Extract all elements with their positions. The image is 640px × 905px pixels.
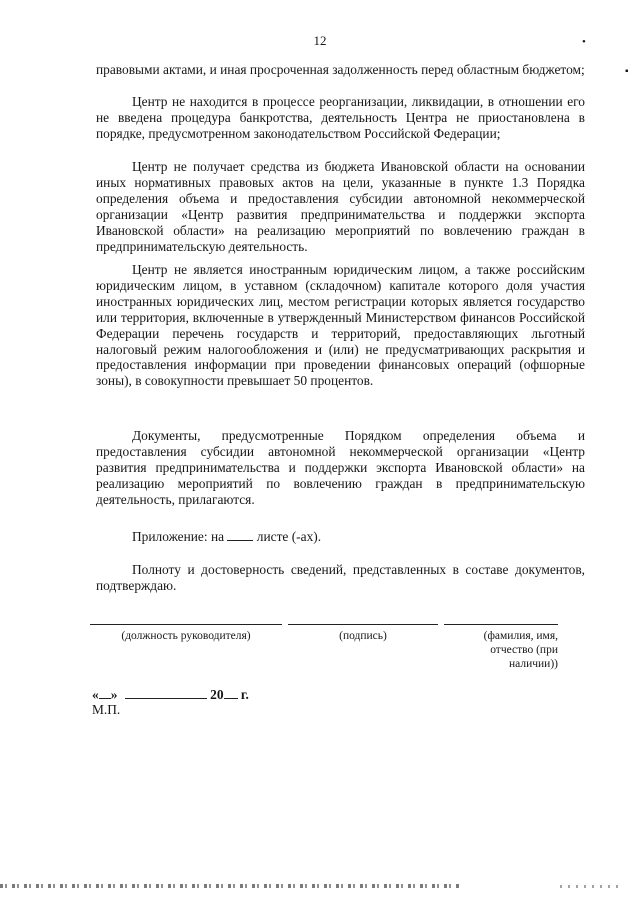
paragraph-no-regional-funds: Центр не получает средства из бюджета Ивановской области на основании иных нормативных правовых актов на цели, указанные в пункте 1.3 Порядка определения объема и предоставления субсидии автономной некоммерческой организации «Центр развития предпринимательства и поддержки экспорта Ивановской области» на реализацию мероприятий по вовлечению граждан в предпринимательскую деятельность.	[96, 159, 585, 254]
date-close-quote: »	[110, 687, 118, 702]
full-name-field[interactable]	[444, 624, 558, 671]
paragraph-confirmation: Полноту и достоверность сведений, представленных в составе документов, подтверждаю.	[96, 562, 585, 593]
attachment-suffix: листе (-ах).	[256, 529, 322, 544]
date-year-field[interactable]	[224, 686, 238, 699]
scan-artifact-dots	[560, 885, 620, 888]
date-line	[92, 686, 249, 703]
attachment-prefix: Приложение: на	[132, 529, 225, 544]
scan-artifact-line	[0, 884, 460, 888]
paragraph-no-reorganization: Центр не находится в процессе реорганизации, ликвидации, в отношении его не введена процедура банкротства, деятельность Центра не приостановлена в порядке, предусмотренном законодательством Российской Федерации;	[96, 94, 585, 141]
paragraph-documents-attached: Документы, предусмотренные Порядком определения объема и предоставления субсидии автономной некоммерческой организации «Центр развития предпринимательства и поддержки экспорта Ивановской области» на реализацию мероприятий по вовлечению граждан в предпринимательскую деятельность, прилагаются.	[96, 428, 585, 507]
paragraph-debt-continuation: правовыми актами, и иная просроченная задолженность перед областным бюджетом;	[96, 62, 585, 77]
signature-caption: (подпись)	[339, 630, 387, 642]
scan-side-mark: ▪	[625, 66, 629, 77]
date-month-field[interactable]	[125, 686, 207, 699]
date-year-suffix: г.	[240, 687, 249, 702]
stamp-label: М.П.	[92, 702, 121, 717]
scan-corner-mark: •	[582, 36, 586, 48]
attachment-line	[96, 528, 585, 545]
date-day-field[interactable]	[99, 686, 111, 699]
page-number: 12	[313, 33, 327, 48]
position-caption: (должность руководителя)	[121, 630, 251, 642]
date-open-quote: «	[92, 687, 99, 702]
position-field[interactable]	[90, 624, 282, 643]
signature-block	[90, 624, 600, 694]
signature-field[interactable]	[288, 624, 438, 643]
paragraph-not-foreign-entity: Центр не является иностранным юридическим лицом, а также российским юридическим лицом, в уставном (складочном) капитале которого доля участия иностранных юридических лиц, местом регистрации которых является государство или территория, включенные в утвержденный Министерством финансов Российской Федерации перечень государств и территорий, предоставляющих льготный налоговый режим налогообложения и (или) не предусматривающих раскрытия и предоставления информации при проведении финансовых операций (офшорные зоны), в совокупности превышает 50 процентов.	[96, 262, 585, 389]
date-year-prefix: 20	[210, 687, 224, 702]
attachment-sheet-count-field[interactable]	[227, 528, 253, 541]
full-name-caption: (фамилия, имя, отчество (при наличии))	[483, 630, 558, 670]
